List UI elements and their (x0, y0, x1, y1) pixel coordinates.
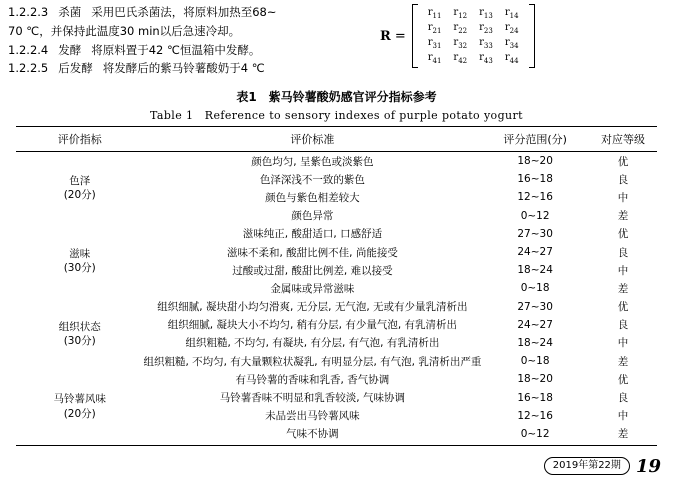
table-caption-english: Table 1 Reference to sensory indexes of purple potato yogurt (150, 109, 523, 122)
table-row (16, 298, 657, 316)
grade-cell: 中 (617, 264, 629, 277)
matrix-cell: $r_{34}$ (504, 37, 519, 50)
criterion-cell: 组织细腻, 凝块甜小均匀滑爽, 无分层, 无气泡, 无或有少量乳清析出 (157, 301, 468, 314)
score-cell: 0~18 (520, 282, 550, 295)
table-row (16, 152, 657, 171)
matrix-formula (380, 4, 660, 68)
index-name: 马铃薯风味 (53, 393, 106, 406)
score-cell: 16~18 (517, 173, 553, 186)
matrix-table (422, 6, 525, 66)
column-header-grade: 对应等级 (589, 127, 657, 152)
matrix-row (422, 6, 525, 21)
score-cell: 18~24 (517, 336, 553, 349)
index-cell (16, 370, 143, 443)
matrix-cell: $r_{44}$ (504, 52, 519, 65)
data-table (16, 126, 657, 443)
score-cell: 18~20 (517, 373, 553, 386)
table-body (16, 152, 657, 444)
matrix-cell: $r_{23}$ (479, 22, 493, 35)
index-weight: (30分) (63, 334, 96, 347)
column-header-criterion: 评价标准 (143, 127, 481, 152)
score-cell: 16~18 (517, 391, 553, 404)
matrix-cell: $r_{21}$ (427, 22, 442, 35)
grade-cell: 差 (617, 210, 629, 223)
matrix-cell: $r_{13}$ (479, 7, 493, 20)
paragraph-number: 1.2.2.5 (8, 61, 49, 76)
matrix-row (422, 21, 525, 36)
score-cell: 18~24 (517, 264, 553, 277)
matrix-body (412, 4, 535, 68)
index-name: 色泽 (69, 175, 91, 188)
matrix-row (422, 36, 525, 51)
index-name: 组织状态 (58, 320, 101, 333)
body-text-block (8, 4, 368, 79)
criterion-cell: 颜色均匀, 呈紫色或淡紫色 (251, 155, 374, 168)
matrix-cell: $r_{22}$ (453, 22, 468, 35)
score-cell: 24~27 (517, 246, 553, 259)
score-cell: 18~20 (517, 155, 553, 168)
index-name: 滋味 (69, 247, 91, 260)
grade-cell: 中 (617, 337, 629, 350)
criterion-cell: 过酸或过甜, 酸甜比例差, 难以接受 (232, 264, 393, 277)
grade-cell: 良 (617, 392, 629, 405)
paragraph-title: 杀菌 (58, 5, 82, 19)
criterion-cell: 颜色与紫色相差较大 (265, 191, 360, 204)
matrix-cell: $r_{14}$ (504, 7, 519, 20)
paragraph-2 (8, 23, 368, 41)
criterion-cell: 未品尝出马铃薯风味 (265, 410, 360, 423)
criterion-cell: 组织粗糙, 不均匀, 有大量颗粒状凝乳, 有明显分层, 有气泡, 乳清析出严重 (143, 355, 482, 368)
criterion-cell: 组织粗糙, 不均匀, 有凝块, 有分层, 有气泡, 有乳清析出 (185, 337, 440, 350)
grade-cell: 差 (617, 355, 629, 368)
grade-cell: 优 (617, 228, 629, 241)
paragraph-1 (8, 4, 368, 22)
score-cell: 0~12 (520, 209, 550, 222)
paragraph-text: 70 ℃，并保持此温度30 min以后急速冷却。 (8, 23, 241, 38)
matrix-cell: $r_{33}$ (479, 37, 493, 50)
paragraph-title: 发酵 (58, 42, 82, 57)
score-cell: 27~30 (517, 227, 553, 240)
criterion-cell: 组织细腻, 凝块大小不均匀, 稍有分层, 有少量气泡, 有乳清析出 (167, 319, 457, 332)
matrix-cell: $r_{31}$ (427, 37, 442, 50)
index-weight: (30分) (63, 262, 96, 275)
matrix-cell: $r_{12}$ (453, 7, 468, 20)
criterion-cell: 气味不协调 (286, 428, 339, 441)
matrix-label: R (380, 28, 391, 44)
score-cell: 12~16 (517, 191, 553, 204)
table-row (16, 370, 657, 388)
table-bottom-rule (16, 445, 657, 446)
paragraph-4 (8, 60, 368, 78)
grade-cell: 优 (617, 301, 629, 314)
grade-cell: 优 (617, 155, 629, 168)
criterion-cell: 滋味纯正, 酸甜适口, 口感舒适 (242, 228, 383, 241)
matrix-cell: $r_{24}$ (504, 22, 519, 35)
index-cell (16, 152, 143, 225)
paragraph-3 (8, 42, 368, 60)
grade-cell: 优 (617, 373, 629, 386)
matrix-equals-sign: = (394, 28, 406, 44)
index-cell (16, 298, 143, 371)
matrix-cell: $r_{11}$ (427, 7, 442, 20)
score-cell: 0~12 (520, 427, 550, 440)
criterion-cell: 金属味或异常滋味 (270, 282, 355, 295)
grade-cell: 差 (617, 282, 629, 295)
column-header-index: 评价指标 (16, 127, 143, 152)
index-weight: (20分) (63, 407, 96, 420)
table-header-row (16, 127, 657, 152)
index-weight: (20分) (63, 189, 96, 202)
score-cell: 12~16 (517, 409, 553, 422)
table-caption-chinese: 表1 紫马铃薯酸奶感官评分指标参考 (236, 90, 437, 104)
table-row (16, 225, 657, 243)
grade-cell: 良 (617, 173, 629, 186)
criterion-cell: 马铃薯香味不明显和乳香较淡, 气味协调 (219, 392, 405, 405)
sensory-score-table (16, 126, 657, 443)
table-head (16, 127, 657, 152)
matrix-row (422, 51, 525, 66)
column-header-score: 评分范围(分) (481, 127, 589, 152)
score-cell: 27~30 (517, 300, 553, 313)
grade-cell: 中 (617, 191, 629, 204)
page-number: 19 (635, 456, 661, 477)
index-cell (16, 225, 143, 298)
grade-cell: 中 (617, 410, 629, 423)
matrix-cell: $r_{42}$ (453, 52, 468, 65)
score-cell: 24~27 (517, 318, 553, 331)
grade-cell: 差 (617, 428, 629, 441)
paragraph-title: 后发酵 (58, 61, 93, 76)
criterion-cell: 滋味不柔和, 酸甜比例不佳, 尚能接受 (226, 246, 398, 259)
matrix-cell: $r_{32}$ (453, 37, 468, 50)
paragraph-number: 1.2.2.3 (8, 5, 49, 19)
matrix-cell: $r_{41}$ (427, 52, 442, 65)
page-footer (544, 457, 661, 475)
paragraph-text: 将发酵后的紫马铃薯酸奶于4 ℃ (102, 61, 265, 76)
criterion-cell: 色泽深浅不一致的紫色 (259, 173, 365, 186)
paragraph-number: 1.2.2.4 (8, 42, 49, 57)
paragraph-text: 采用巴氏杀菌法，将原料加热至68~ (91, 5, 277, 19)
criterion-cell: 有马铃薯的香味和乳香, 香气协调 (235, 373, 390, 386)
paragraph-text: 将原料置于42 ℃恒温箱中发酵。 (91, 42, 261, 57)
matrix-cell: $r_{43}$ (479, 52, 493, 65)
issue-badge: 2019年第22期 (544, 457, 630, 475)
grade-cell: 良 (617, 246, 629, 259)
grade-cell: 良 (617, 319, 629, 332)
score-cell: 0~18 (520, 355, 550, 368)
criterion-cell: 颜色异常 (291, 210, 334, 223)
